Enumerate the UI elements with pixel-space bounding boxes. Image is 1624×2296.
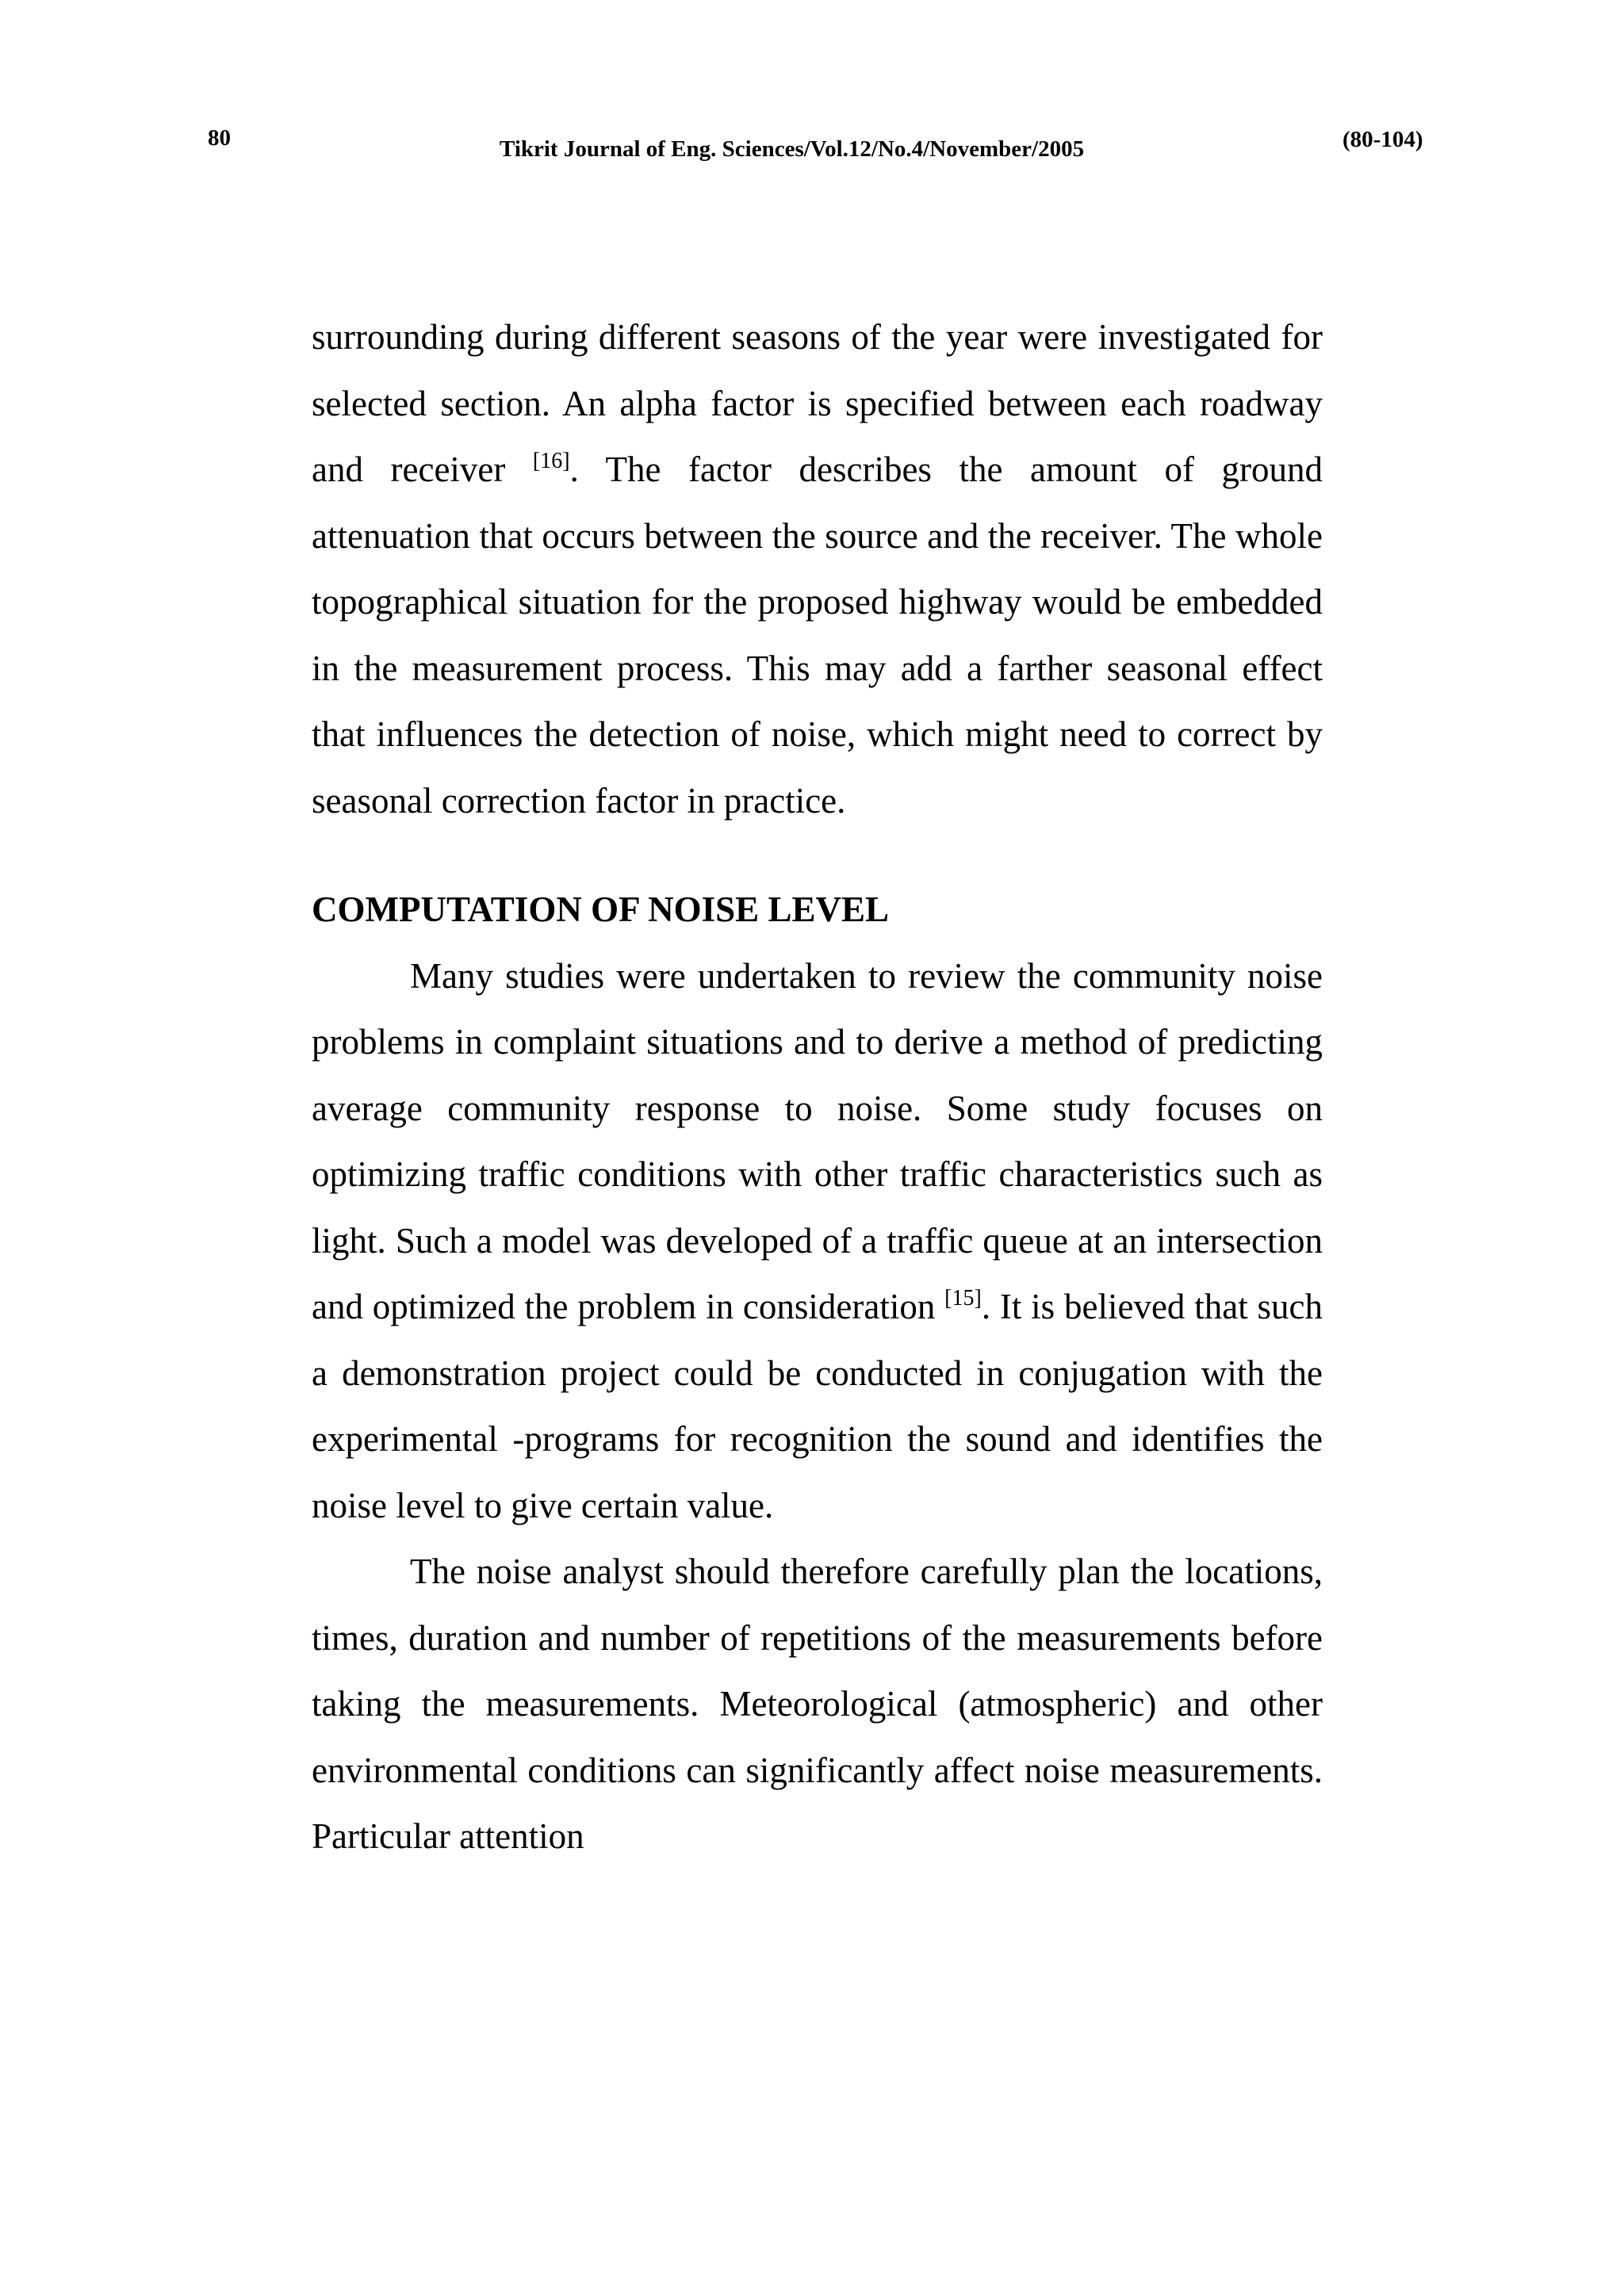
paragraph-2 bbox=[312, 943, 1323, 1540]
paragraph-1 bbox=[312, 304, 1323, 834]
citation-16: [16] bbox=[532, 449, 570, 473]
body-text bbox=[312, 304, 1323, 1870]
paragraph-2-text-b: . It is believed that such a demonstration project could be conducted in conjugation with the experimental -programs for recognition the sound and identifies the noise level to give certain value. bbox=[312, 1287, 1323, 1525]
journal-header: Tikrit Journal of Eng. Sciences/Vol.12/No.4/November/2005 bbox=[500, 136, 1085, 162]
paragraph-3: The noise analyst should therefore carefully plan the locations, times, duration and number of repetitions of the measurements before taking the measurements. Meteorological (atmospheric) and other environmental conditions can significantly affect noise measurements. Particular attention bbox=[312, 1552, 1323, 1856]
citation-15: [15] bbox=[944, 1286, 982, 1311]
section-heading: COMPUTATION OF NOISE LEVEL bbox=[312, 890, 889, 929]
paragraph-1-text-b: . The factor describes the amount of ground attenuation that occurs between the source and the receiver. The whole topographical situation for the proposed highway would be embedded in the measurement process. This may add a farther seasonal effect that influences the detection of noise, which might need to correct by seasonal correction factor in practice. bbox=[312, 450, 1323, 821]
paragraph-2-text-a: Many studies were undertaken to review the community noise problems in complaint situations and to derive a method of predicting average community response to noise. Some study focuses on optimizing traffic conditions with other traffic characteristics such as light. Such a model was developed of a traffic queue at an intersection and optimized the problem in consideration bbox=[312, 955, 1323, 1326]
page-number: 80 bbox=[208, 125, 231, 151]
page-range: (80-104) bbox=[1342, 127, 1423, 152]
paragraph-1-text-a: surrounding during different seasons of the year were investigated for selected section. An alpha factor is specified between each roadway and receiver bbox=[312, 317, 1323, 489]
